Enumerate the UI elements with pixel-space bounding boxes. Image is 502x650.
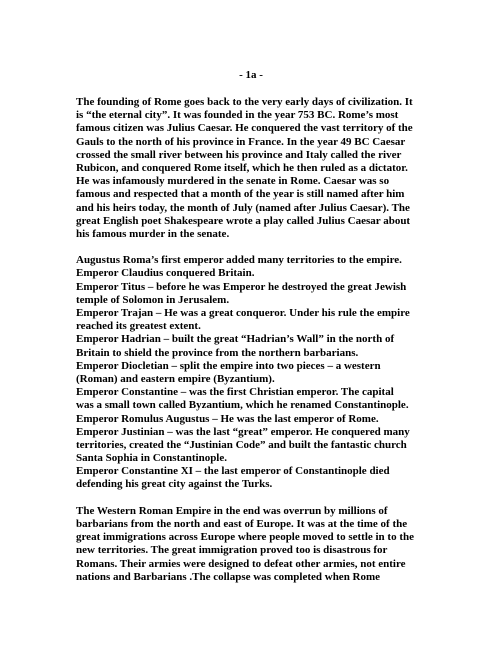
text-line: Emperor Diocletian – split the empire into two pieces – a western [76, 359, 381, 372]
text-line: Emperor Hadrian – built the great “Hadrian’s Wall” in the north of [76, 333, 395, 346]
text-line: barbarians from the north and east of Europe. It was at the time of the [76, 518, 408, 530]
text-line: great English poet Shakespeare wrote a play called Julius Caesar about [76, 214, 411, 227]
text-line: Emperor Trajan – He was a great conqueror. Under his rule the empire [76, 307, 410, 319]
text-line: Rubicon, and conquered Rome itself, which he then ruled as a dictator. [76, 161, 408, 174]
text-line: Augustus Roma’s first emperor added many territories to the empire. [76, 254, 402, 267]
text-line: Santa Sophia in Constantinople. [76, 452, 227, 465]
document-body [76, 96, 456, 597]
paragraph [76, 96, 456, 241]
text-line: The Western Roman Empire in the end was overrun by millions of [76, 504, 388, 517]
text-line: Emperor Constantine – was the first Christian emperor. The capital [76, 386, 394, 399]
text-line: nations and Barbarians .The collapse was completed when Rome [76, 570, 381, 583]
text-line: The founding of Rome goes back to the very early days of civilization. It [76, 96, 413, 108]
text-line: was a small town called Byzantium, which he renamed Constantinople. [76, 399, 409, 412]
text-line: defending his great city against the Turks. [76, 478, 273, 491]
text-line: and his heirs today, the month of July (named after Julius Caesar). The [76, 201, 410, 214]
text-line: He was infamously murdered in the senate in Rome. Caesar was so [76, 175, 390, 188]
text-line: is “the eternal city”. It was founded in the year 753 BC. Rome’s most [76, 109, 399, 122]
text-line: territories, created the “Justinian Code” and built the fantastic church [76, 438, 407, 451]
text-line: Britain to shield the province from the northern barbarians. [76, 346, 359, 359]
text-line: temple of Solomon in Jerusalem. [76, 293, 230, 306]
text-line: crossed the small river between his province and Italy called the river [76, 148, 402, 161]
text-line: Emperor Claudius conquered Britain. [76, 267, 255, 280]
text-line: famous citizen was Julius Caesar. He conquered the vast territory of the [76, 122, 413, 135]
text-line: new territories. The great immigration proved too is disastrous for [76, 544, 388, 557]
text-line: Emperor Justinian – was the last “great” emperor. He conquered many [76, 425, 410, 438]
text-line: Emperor Romulus Augustus – He was the last emperor of Rome. [76, 412, 379, 425]
text-line: great immigrations across Europe where people moved to settle in to the [76, 531, 415, 544]
text-line: Gauls to the north of his province in France. In the year 49 BC Caesar [76, 135, 406, 148]
text-line: famous and respected that a month of the year is still named after him [76, 188, 405, 201]
text-line: Emperor Titus – before he was Emperor he destroyed the great Jewish [76, 280, 407, 293]
text-line: his famous murder in the senate. [76, 227, 230, 240]
text-line: (Roman) and eastern empire (Byzantium). [76, 372, 275, 385]
text-line: reached its greatest extent. [76, 320, 201, 333]
text-line: Romans. Their armies were designed to defeat other armies, not entire [76, 557, 406, 570]
paragraph [76, 505, 456, 584]
paragraph [76, 254, 456, 491]
page-number: - 1a - [239, 69, 263, 81]
text-line: Emperor Constantine XI – the last emperor of Constantinople died [76, 465, 390, 478]
